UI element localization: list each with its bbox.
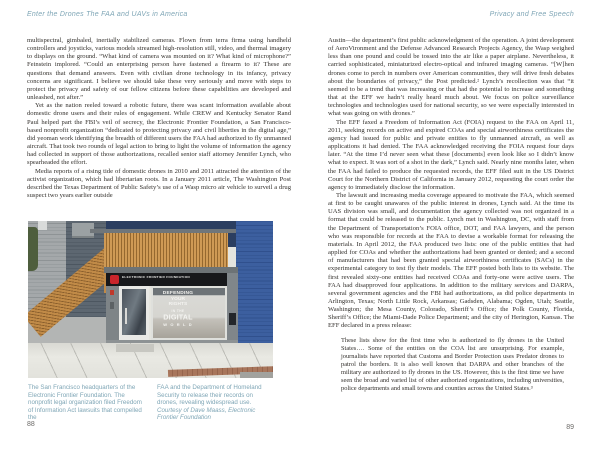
photo-doormat [116, 344, 154, 352]
eff-logo [110, 275, 119, 284]
page-left [27, 10, 291, 428]
photo-wood-balcony [104, 233, 228, 271]
photo-mailbox [229, 313, 236, 325]
body-paragraph: The EFF faxed a Freedom of Information Act (FOIA) request to the FAA on April 11, 2011, seeking records on active and expired COAs and special airworthiness certificates the agency had issued for public and private entities to fly unmanned aircraft, as well as applications it had denied. The FAA acknowledged receiving the FOIA request four days later. “At the time I’d never seen what these [documents] even look like so I didn’t know what to expect. It was sort of a shot in the dark,” Lynch said. Nearly nine months later, when the FAA had failed to produce the requested records, the EFF filed suit in the US District Court for the Northern District of California in January 2012, requesting the court order the agency to immediately disclose the information. [328, 118, 574, 191]
body-paragraph: Yet as the nation reeled toward a robotic future, there was scant information available about domestic drone users and their rules of engagement. While CREW and Kentucky Senator Rand Paul helped part the FBI’s veil of secrecy, the Electronic Frontier Foundation, a San Francisco-based nonprofit organization “dedicated to protecting privacy and civil liberties in the digital age,” did yeoman work identifying the breadth of different users the FAA had authorized to fly unmanned aircraft. That took two rounds of legal action to bring to light the volume of information the agency had collected in support of those authorizations, recalled senior staff attorney Jennifer Lynch, who spearheaded the effort. [27, 102, 291, 167]
window-decal-text [157, 291, 199, 329]
page-number-right: 89 [566, 424, 574, 431]
caption-column-2 [157, 384, 273, 422]
left-body-text [27, 37, 291, 200]
photo-door-handle [125, 308, 127, 324]
photo-sign-band [106, 273, 234, 286]
decal-line: DIGITAL [163, 313, 193, 322]
body-paragraph: The lawsuit and increasing media coverage appeared to motivate the FAA, which seemed at first to be caught unawares of the public interest in drones, Lynch said. At the time its UAS division was small, and documentation the agency collected was not organized in a format that could be released to the public. Lynch met in Washington, DC, with staff from the Department of Transportation’s FOIA office, DOT, and FAA lawyers, and the person who was responsible for records at the FAA to devise a workable format for releasing the materials. In April 2012, the FAA produced two lists: one of the public entities that had applied for COAs and whether the authorizations had been granted or denied; and a second of manufacturers that had been granted special airworthiness certificates (SACs) in the experimental category to test fly their models. The EFF posted both lists to its website. The first revealed sixty-one entities had received COAs and forty-one were active users. The FAA had disapproved four applications. In addition to the military services and DARPA, several government agencies and the FBI had authorizations, as did police departments in Arlington, Texas; North Little Rock, Arkansas; Gadsden, Alabama; Ogden, Utah; Seattle, Washington; the Mesa County, Colorado, Sheriff’s Office; the Polk County, Florida, Sheriff’s Office; the Miami-Dade Police Department; and the city of Herington, Kansas. The EFF declared in a press release: [328, 191, 574, 330]
photo-alarm-box [110, 290, 114, 295]
running-head-right: Privacy and Free Speech [489, 11, 574, 18]
caption-column-1: The San Francisco headquarters of the Electronic Frontier Foundation. The nonprofit legal organization filed Freedom of Information Act lawsuits that compelled the [28, 384, 142, 422]
sign-text: ELECTRONIC FRONTIER FOUNDATION [122, 276, 190, 280]
photo-keypad [110, 302, 114, 309]
photo-glass-door [119, 286, 149, 343]
photo-foliage [28, 227, 38, 271]
page-number-left: 88 [27, 421, 35, 428]
decal-line: DEFENDING [162, 291, 194, 296]
decal-line: YOUR RIGHTS [168, 297, 188, 307]
photo-storefront-window [151, 286, 227, 340]
photo-left-pier [106, 286, 119, 342]
photo-right-pier [227, 273, 238, 343]
running-head-left: Enter the Drones The FAA and UAVs in America [27, 11, 188, 18]
caption-credit: Courtesy of Dave Maass, Electronic Frontier Foundation [157, 406, 256, 422]
right-body-text [328, 37, 574, 331]
body-paragraph: multispectral, gimbaled, inertially stabilized cameras. Flown from terra firma using handheld controllers and joysticks, various models streamed high-resolution still, video, and thermal imagery to displays on the ground. “What kind of camera was mounted on it? What kind of microphone?” Feinstein implored. “Could an enterprising person have fastened a firearm to it? These are questions that demand answers. Even with civilian drone technology in its infancy, privacy concerns are significant. I believe we should take these very seriously and move with steps to protect the privacy and safety of our fellow citizens before these capabilities are developed and unleashed, not after.” [27, 37, 291, 102]
photo-street-corner [240, 372, 273, 378]
photo-captions [28, 384, 273, 422]
caption-text: FAA and the Department of Homeland Security to release their records on drones, revealing widespread use. [157, 384, 262, 407]
photo-small-window [38, 221, 47, 230]
press-release-blockquote: These lists show for the first time who is authorized to fly drones in the United States…. Some of the entities on the COA list are unsurprising. For example, journalists have reported that Customs and Border Protection uses Predator drones to patrol the borders. It is also well known that DARPA and other branches of the military are authorized to fly drones in the US. However, this is the first time we have seen the broad and varied list of other authorized organizations, including universities, police departments and small towns and counties across the United States.³ [341, 336, 564, 393]
decal-line: W O R L D [163, 323, 193, 328]
body-paragraph: Media reports of a rising tide of domestic drones in 2010 and 2011 attracted the attention of the activist organization, which had libertarian roots. In a January 2011 article, The Washington Post described the Texas Department of Public Safety’s use of a Wasp micro air vehicle to surveil a drug suspect two years earlier outside [27, 167, 291, 199]
eff-building-photo [28, 221, 273, 378]
decal-line: IN THE [171, 309, 185, 313]
photo-blue-brick-wall [236, 221, 273, 351]
photo-balcony-rail [90, 229, 236, 233]
body-paragraph: Austin—the department’s first public acknowledgment of the operation. A joint development of AeroVironment and the Defense Advanced Research Projects Agency, the Wasp weighed less than one pound and could be tossed into the air like a paper airplane. Nevertheless, it carried sophisticated, miniaturized electro-optical and infrared imaging cameras. “[W]hen drones come to perch in numbers over American communities, they will drive fresh debates about the boundaries of privacy,” the Post predicted.² Lynch’s recollection was that “it seemed to be a trend that was increasing or that had the potential to increase and something that at the EFF we hadn’t really heard much about. We focus on police surveillance technologies and technologies used for national security, so we were especially interested in what was going on with drones.” [328, 37, 574, 118]
page-right [328, 10, 574, 431]
